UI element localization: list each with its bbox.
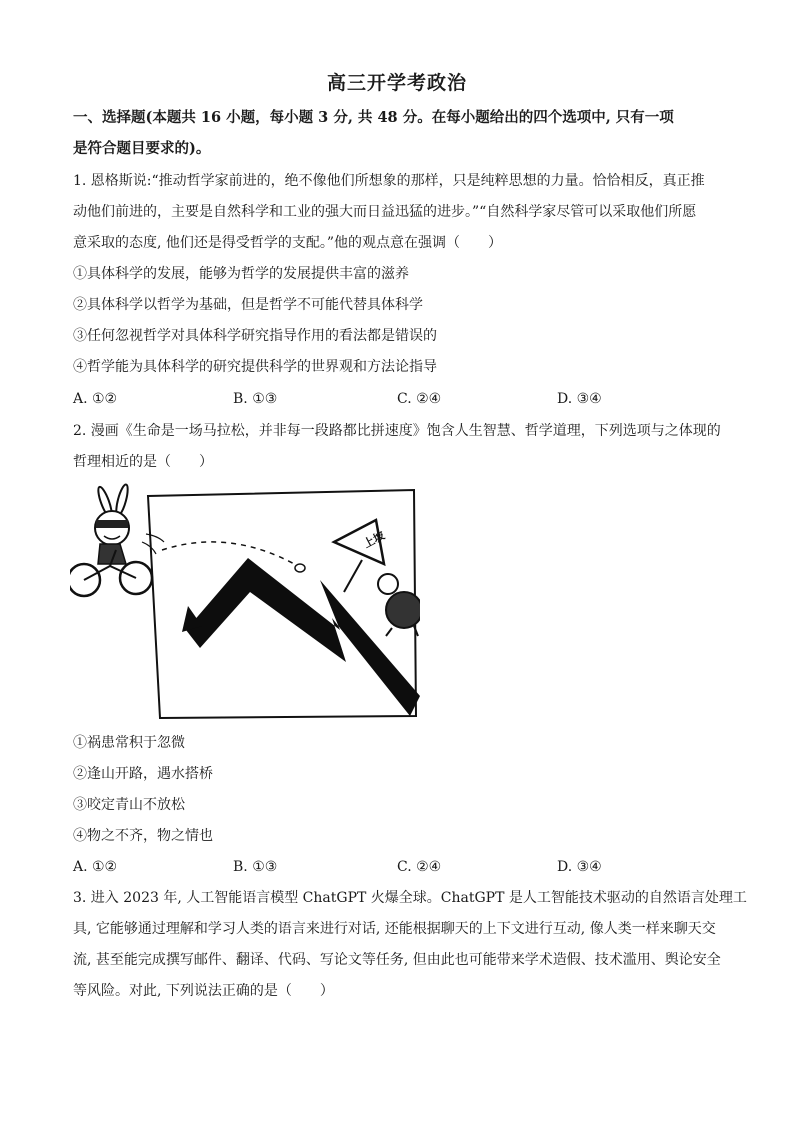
q1-stem-line3: 意采取的态度, 他们还是得受哲学的支配。”他的观点意在强调（ ） [73,235,503,251]
q3-stem-line3: 流, 甚至能完成撰写邮件、翻译、代码、写论文等任务, 但由此也可能带来学术造假、技术滥用、舆论安全 [73,952,721,968]
q2-stem-line1: 2. 漫画《生命是一场马拉松，并非每一段路都比拼速度》饱含人生智慧、哲学道理，下列选项与之体现的 [73,423,721,439]
q3-stem-line4: 等风险。对此, 下列说法正确的是（ ） [73,983,334,999]
q1-statement-2: ②具体科学以哲学为基础，但是哲学不可能代替具体科学 [73,297,423,313]
page-title: 高三开学考政治 [326,72,467,94]
q2-statement-4: ④物之不齐，物之情也 [73,828,213,844]
section-heading-line2: 是符合题目要求的)。 [73,140,211,157]
q1-stem-line1: 1. 恩格斯说:“推动哲学家前进的，绝不像他们所想象的那样，只是纯粹思想的力量。恰恰相反，真正推 [73,173,705,189]
turtle-runner [378,574,420,636]
q1-option-a: A. ①② [73,391,118,407]
q1-option-c: C. ②④ [397,391,442,407]
q1-statement-3: ③任何忽视哲学对具体科学研究指导作用的看法都是错误的 [73,328,437,344]
q1-statement-4: ④哲学能为具体科学的研究提供科学的世界观和方法论指导 [73,359,437,375]
q2-option-b: B. ①③ [233,859,278,875]
q2-stem-line2: 哲理相近的是（ ） [73,454,213,470]
sign-text: 上坡 [361,528,387,551]
q2-statement-1: ①祸患常积于忽微 [73,735,185,751]
q1-option-b: B. ①③ [233,391,278,407]
q3-stem-line1: 3. 进入 2023 年, 人工智能语言模型 ChatGPT 火爆全球。ChatGPT 是人工智能技术驱动的自然语言处理工 [73,890,747,906]
q2-statement-2: ②逢山开路，遇水搭桥 [73,766,213,782]
q2-option-c: C. ②④ [397,859,442,875]
jump-trajectory [162,542,298,566]
cartoon-image [70,480,420,720]
q3-stem-line2: 具, 它能够通过理解和学习人类的语言来进行对话, 还能根据聊天的上下文进行互动, 像人类一样来聊天交 [73,921,716,937]
q1-option-d: D. ③④ [557,391,602,407]
q2-option-d: D. ③④ [557,859,602,875]
q2-option-a: A. ①② [73,859,118,875]
q1-stem-line2: 动他们前进的，主要是自然科学和工业的强大而日益迅猛的进步。”“自然科学家尽管可以采取他们所愿 [73,204,697,220]
q1-statement-1: ①具体科学的发展，能够为哲学的发展提供丰富的滋养 [73,266,409,282]
section-heading-line1: 一、选择题(本题共 16 小题，每小题 3 分, 共 48 分。在每小题给出的四个选项中, 只有一项 [73,109,674,126]
q2-statement-3: ③咬定青山不放松 [73,797,185,813]
